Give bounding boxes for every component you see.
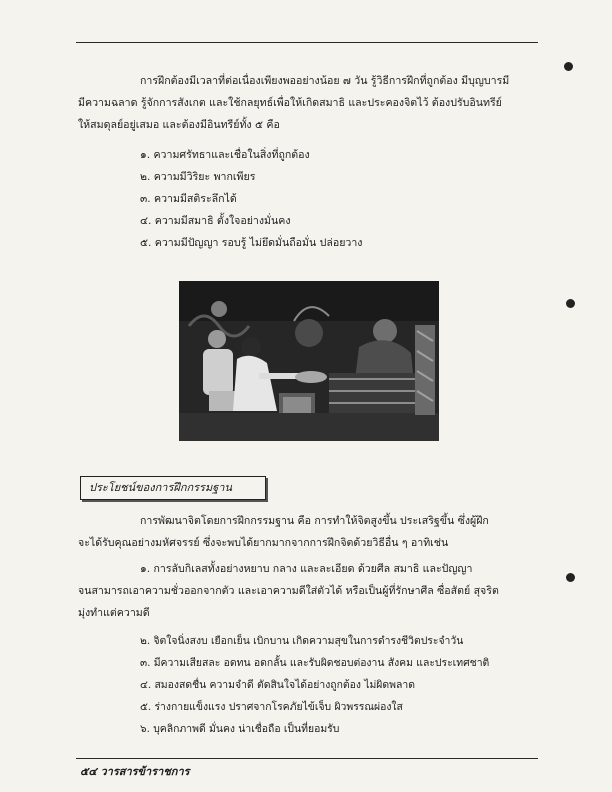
list-item: ๕. ความมีปัญญา รอบรู้ ไม่ยึดมั่นถือมั่น ปล่อยวาง — [140, 237, 363, 249]
benefit-item-one — [78, 558, 499, 624]
list-item: ๖. บุคลิกภาพดี มั่นคง น่าเชื่อถือ เป็นที่ยอมรับ — [140, 723, 340, 735]
section-intro-paragraph — [78, 510, 489, 554]
punch-hole — [564, 62, 573, 71]
page-footer: ๕๔ วารสารข้าราชการ — [80, 765, 190, 778]
list-item: ๒. จิตใจนิ่งสงบ เยือกเย็น เบิกบาน เกิดความสุขในการดำรงชีวิตประจำวัน — [140, 635, 464, 647]
ceremony-photo-image — [179, 281, 439, 441]
intro-line: มีความฉลาด รู้จักการสังเกต และใช้กลยุทธ์เพื่อให้เกิดสมาธิ และประคองจิตไว้ ต้องปรับอินทรีย์ — [78, 97, 502, 109]
punch-hole — [566, 299, 575, 308]
list-item: ๓. มีความเสียสละ อดทน อดกลั้น และรับผิดชอบต่องาน สังคม และประเทศชาติ — [140, 657, 490, 669]
intro-line: ให้สมดุลย์อยู่เสมอ และต้องมีอินทรีย์ทั้ง ๕ คือ — [78, 119, 280, 131]
section-heading: ประโยชน์ของการฝึกกรรมฐาน — [80, 476, 266, 500]
punch-hole — [566, 573, 575, 582]
list-item: ๔. สมองสดชื่น ความจำดี ตัดสินใจได้อย่างถูกต้อง ไม่ผิดพลาด — [140, 679, 415, 691]
bottom-rule — [76, 758, 538, 759]
benefit-line: จนสามารถเอาความชั่วออกจากตัว และเอาความดีใส่ตัวได้ หรือเป็นผู้ที่รักษาศีล ซื่อสัตย์ สุจริต — [78, 585, 499, 597]
benefits-list — [140, 630, 489, 740]
list-item: ๓. ความมีสติระลึกได้ — [140, 193, 237, 205]
list-item: ๕. ร่างกายแข็งแรง ปราศจากโรคภัยไข้เจ็บ ผิวพรรณผ่องใส — [140, 701, 403, 713]
faculties-list — [140, 144, 362, 254]
list-item: ๑. ความศรัทธาและเชื่อในสิ่งที่ถูกต้อง — [140, 149, 310, 161]
benefit-line: มุ่งทำแต่ความดี — [78, 607, 150, 619]
benefit-line: ๑. การลับกิเลสทั้งอย่างหยาบ กลาง และละเอียด ด้วยศีล สมาธิ และปัญญา — [140, 563, 473, 575]
list-item: ๒. ความมีวิริยะ พากเพียร — [140, 171, 256, 183]
top-rule — [76, 42, 538, 43]
intro-line: การฝึกต้องมีเวลาที่ต่อเนื่องเพียงพออย่างน้อย ๗ วัน รู้วิธีการฝึกที่ถูกต้อง มีบุญบารมี — [140, 75, 510, 87]
section-intro-line: จะได้รับคุณอย่างมหัศจรรย์ ซึ่งจะพบได้ยากมากจากการฝึกจิตด้วยวิธีอื่น ๆ อาทิเช่น — [78, 537, 449, 549]
section-intro-line: การพัฒนาจิตโดยการฝึกกรรมฐาน คือ การทำให้จิตสูงขึ้น ประเสริฐขึ้น ซึ่งผู้ฝึก — [140, 515, 489, 527]
ceremony-photo — [179, 281, 439, 441]
list-item: ๔. ความมีสมาธิ ตั้งใจอย่างมั่นคง — [140, 215, 291, 227]
intro-paragraph — [78, 70, 509, 136]
